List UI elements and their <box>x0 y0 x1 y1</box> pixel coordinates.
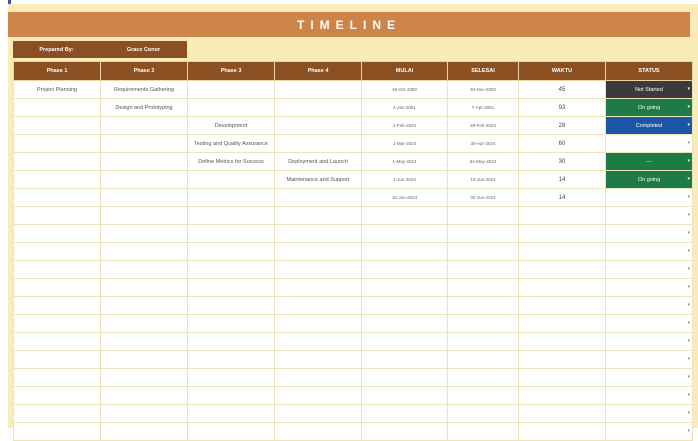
waktu-cell[interactable]: 60 <box>519 135 606 153</box>
phase-3-cell[interactable] <box>188 189 275 207</box>
phase-4-cell[interactable] <box>275 117 362 135</box>
header-phase-3: Phase 3 <box>188 62 275 81</box>
phase-3-cell[interactable] <box>188 261 275 279</box>
selesai-cell[interactable] <box>448 351 519 369</box>
phase-3-cell[interactable] <box>188 369 275 387</box>
selesai-cell[interactable] <box>448 387 519 405</box>
table-row <box>14 423 693 441</box>
waktu-cell[interactable]: 93 <box>519 99 606 117</box>
table-row <box>14 387 693 405</box>
phase-3-cell[interactable] <box>188 351 275 369</box>
chevron-down-icon[interactable]: ▾ <box>687 302 690 308</box>
selesai-cell[interactable] <box>448 369 519 387</box>
phase-2-cell[interactable] <box>101 117 188 135</box>
table-row <box>14 117 693 135</box>
selesai-cell[interactable]: 31-May-2024 <box>448 153 519 171</box>
phase-1-cell[interactable] <box>14 153 101 171</box>
selesai-cell[interactable] <box>448 243 519 261</box>
prepared-by-label: Prepared By: <box>39 46 74 53</box>
mulai-cell[interactable] <box>362 243 448 261</box>
phase-2-cell[interactable]: Design and Prototyping <box>101 99 188 117</box>
waktu-cell[interactable] <box>519 225 606 243</box>
phase-1-cell[interactable] <box>14 333 101 351</box>
chevron-down-icon[interactable]: ▾ <box>687 230 690 236</box>
phase-2-cell[interactable] <box>101 243 188 261</box>
chevron-down-icon[interactable]: ▾ <box>687 266 690 272</box>
chevron-down-icon[interactable]: ▾ <box>687 104 690 110</box>
waktu-cell[interactable] <box>519 315 606 333</box>
status-dropdown[interactable] <box>606 279 693 297</box>
waktu-cell[interactable] <box>519 279 606 297</box>
selesai-cell[interactable] <box>448 261 519 279</box>
phase-4-cell[interactable] <box>275 369 362 387</box>
table-row <box>14 315 693 333</box>
table-row <box>14 351 693 369</box>
phase-1-cell[interactable] <box>14 243 101 261</box>
mulai-cell[interactable]: 1-Jun-2024 <box>362 171 448 189</box>
selesai-cell[interactable]: 29-Feb-2024 <box>448 117 519 135</box>
chevron-down-icon[interactable]: ▾ <box>687 212 690 218</box>
phase-4-cell[interactable]: Maintenance and Support <box>275 171 362 189</box>
selesai-cell[interactable]: 7-Apr-2051 <box>448 99 519 117</box>
phase-3-cell[interactable] <box>188 81 275 99</box>
mulai-cell[interactable] <box>362 423 448 441</box>
header-mulai: MULAI <box>362 62 448 81</box>
table-row <box>14 171 693 189</box>
table-row <box>14 135 693 153</box>
waktu-cell[interactable] <box>519 351 606 369</box>
status-dropdown[interactable] <box>606 153 693 171</box>
mulai-cell[interactable]: 4-Jan-2051 <box>362 99 448 117</box>
status-dropdown[interactable] <box>606 351 693 369</box>
chevron-down-icon[interactable]: ▾ <box>687 122 690 128</box>
mulai-cell[interactable] <box>362 297 448 315</box>
phase-3-cell[interactable] <box>188 297 275 315</box>
phase-1-cell[interactable] <box>14 261 101 279</box>
header-phase-2: Phase 2 <box>101 62 188 81</box>
header-phase-1: Phase 1 <box>14 62 101 81</box>
chevron-down-icon[interactable]: ▾ <box>687 194 690 200</box>
phase-3-cell[interactable]: Development <box>188 117 275 135</box>
mulai-cell[interactable] <box>362 369 448 387</box>
mulai-cell[interactable]: 1-May-2024 <box>362 153 448 171</box>
waktu-cell[interactable]: 14 <box>519 171 606 189</box>
mulai-cell[interactable] <box>362 279 448 297</box>
header-phase-4: Phase 4 <box>275 62 362 81</box>
status-dropdown[interactable] <box>606 369 693 387</box>
selesai-cell[interactable] <box>448 297 519 315</box>
chevron-down-icon[interactable]: ▾ <box>687 410 690 416</box>
phase-2-cell[interactable] <box>101 297 188 315</box>
phase-1-cell[interactable] <box>14 225 101 243</box>
phase-4-cell[interactable] <box>275 243 362 261</box>
header-selesai: SELESAI <box>448 62 519 81</box>
phase-1-cell[interactable]: Project Planning <box>14 81 101 99</box>
phase-2-cell[interactable] <box>101 189 188 207</box>
phase-1-cell[interactable] <box>14 423 101 441</box>
chevron-down-icon[interactable]: ▾ <box>687 176 690 182</box>
phase-2-cell[interactable] <box>101 261 188 279</box>
phase-2-cell[interactable] <box>101 135 188 153</box>
selesai-cell[interactable] <box>448 225 519 243</box>
table-row <box>14 189 693 207</box>
table-row <box>14 207 693 225</box>
selesai-cell[interactable] <box>448 423 519 441</box>
waktu-cell[interactable] <box>519 387 606 405</box>
status-dropdown[interactable] <box>606 171 693 189</box>
selesai-cell[interactable] <box>448 207 519 225</box>
timeline-sheet <box>8 4 698 434</box>
phase-4-cell[interactable] <box>275 207 362 225</box>
chevron-down-icon[interactable]: ▾ <box>687 140 690 146</box>
table-row <box>14 243 693 261</box>
phase-4-cell[interactable] <box>275 189 362 207</box>
waktu-cell[interactable] <box>519 405 606 423</box>
phase-1-cell[interactable] <box>14 351 101 369</box>
waktu-cell[interactable]: 28 <box>519 117 606 135</box>
phase-3-cell[interactable] <box>188 99 275 117</box>
phase-1-cell[interactable] <box>14 99 101 117</box>
mulai-cell[interactable] <box>362 225 448 243</box>
phase-3-cell[interactable] <box>188 423 275 441</box>
selesai-cell[interactable] <box>448 279 519 297</box>
status-dropdown[interactable] <box>606 207 693 225</box>
selesai-cell[interactable]: 15-Jun-2024 <box>448 171 519 189</box>
selesai-cell[interactable]: 30-Jun-2024 <box>448 189 519 207</box>
phase-1-cell[interactable] <box>14 117 101 135</box>
phase-2-cell[interactable] <box>101 369 188 387</box>
phase-1-cell[interactable] <box>14 171 101 189</box>
waktu-cell[interactable] <box>519 207 606 225</box>
prepared-by-value[interactable]: Grace Conor <box>126 46 161 53</box>
chevron-down-icon[interactable]: ▾ <box>687 284 690 290</box>
table-row <box>14 225 693 243</box>
mulai-cell[interactable] <box>362 351 448 369</box>
phase-4-cell[interactable] <box>275 405 362 423</box>
phase-2-cell[interactable] <box>101 153 188 171</box>
status-dropdown[interactable] <box>606 315 693 333</box>
phase-2-cell[interactable] <box>101 315 188 333</box>
selesai-cell[interactable]: 30-Apr-2024 <box>448 135 519 153</box>
phase-4-cell[interactable] <box>275 351 362 369</box>
status-badge: Not Started <box>606 81 692 98</box>
header-waktu: WAKTU <box>519 62 606 81</box>
phase-2-cell[interactable] <box>101 279 188 297</box>
phase-1-cell[interactable] <box>14 135 101 153</box>
chevron-down-icon[interactable]: ▾ <box>687 356 690 362</box>
mulai-cell[interactable]: 1-Mar-2024 <box>362 135 448 153</box>
waktu-cell[interactable]: 14 <box>519 189 606 207</box>
chevron-down-icon[interactable]: ▾ <box>687 158 690 164</box>
phase-1-cell[interactable] <box>14 297 101 315</box>
chevron-down-icon[interactable]: ▾ <box>687 374 690 380</box>
phase-4-cell[interactable] <box>275 423 362 441</box>
phase-3-cell[interactable]: Define Metrics for Success <box>188 153 275 171</box>
status-badge: --- <box>606 153 692 170</box>
header-status: STATUS <box>606 62 693 81</box>
phase-3-cell[interactable] <box>188 171 275 189</box>
mulai-cell[interactable] <box>362 387 448 405</box>
waktu-cell[interactable]: 30 <box>519 153 606 171</box>
waktu-cell[interactable] <box>519 297 606 315</box>
phase-4-cell[interactable] <box>275 297 362 315</box>
status-badge: On going <box>606 171 692 188</box>
waktu-cell[interactable]: 45 <box>519 81 606 99</box>
mulai-cell[interactable]: 16-Jun-2024 <box>362 189 448 207</box>
phase-3-cell[interactable] <box>188 207 275 225</box>
phase-3-cell[interactable] <box>188 405 275 423</box>
table-row <box>14 369 693 387</box>
phase-3-cell[interactable] <box>188 333 275 351</box>
status-dropdown[interactable] <box>606 297 693 315</box>
phase-2-cell[interactable] <box>101 351 188 369</box>
prepared-by-block <box>13 41 187 58</box>
phase-2-cell[interactable] <box>101 171 188 189</box>
chevron-down-icon[interactable]: ▾ <box>687 428 690 434</box>
phase-3-cell[interactable] <box>188 225 275 243</box>
phase-1-cell[interactable] <box>14 189 101 207</box>
chevron-down-icon[interactable]: ▾ <box>687 338 690 344</box>
table-row <box>14 405 693 423</box>
mulai-cell[interactable] <box>362 405 448 423</box>
table-row <box>14 261 693 279</box>
phase-2-cell[interactable] <box>101 225 188 243</box>
phase-3-cell[interactable] <box>188 315 275 333</box>
chevron-down-icon[interactable]: ▾ <box>687 392 690 398</box>
phase-1-cell[interactable] <box>14 387 101 405</box>
phase-4-cell[interactable] <box>275 261 362 279</box>
table-row <box>14 279 693 297</box>
table-row <box>14 99 693 117</box>
status-badge: Completed <box>606 117 692 134</box>
selesai-cell[interactable] <box>448 405 519 423</box>
status-dropdown[interactable] <box>606 387 693 405</box>
phase-1-cell[interactable] <box>14 369 101 387</box>
phase-3-cell[interactable] <box>188 387 275 405</box>
chevron-down-icon[interactable]: ▾ <box>687 248 690 254</box>
selesai-cell[interactable] <box>448 333 519 351</box>
table-row <box>14 297 693 315</box>
status-dropdown[interactable] <box>606 225 693 243</box>
mulai-cell[interactable] <box>362 315 448 333</box>
status-dropdown[interactable] <box>606 189 693 207</box>
status-dropdown[interactable] <box>606 243 693 261</box>
table-row <box>14 153 693 171</box>
mulai-cell[interactable] <box>362 333 448 351</box>
phase-3-cell[interactable] <box>188 279 275 297</box>
phase-2-cell[interactable]: Requirements Gathering <box>101 81 188 99</box>
waktu-cell[interactable] <box>519 333 606 351</box>
selesai-cell[interactable]: 30-Nov-2050 <box>448 81 519 99</box>
status-dropdown[interactable] <box>606 405 693 423</box>
status-dropdown[interactable] <box>606 81 693 99</box>
phase-2-cell[interactable] <box>101 405 188 423</box>
status-dropdown[interactable] <box>606 135 693 153</box>
timeline-table <box>13 61 693 441</box>
status-badge: On going <box>606 99 692 116</box>
mulai-cell[interactable] <box>362 261 448 279</box>
status-dropdown[interactable] <box>606 261 693 279</box>
phase-4-cell[interactable] <box>275 81 362 99</box>
mulai-cell[interactable]: 1-Feb-2024 <box>362 117 448 135</box>
phase-1-cell[interactable] <box>14 279 101 297</box>
phase-4-cell[interactable] <box>275 225 362 243</box>
phase-4-cell[interactable] <box>275 279 362 297</box>
waktu-cell[interactable] <box>519 261 606 279</box>
phase-4-cell[interactable]: Deployment and Launch <box>275 153 362 171</box>
phase-1-cell[interactable] <box>14 207 101 225</box>
phase-3-cell[interactable] <box>188 243 275 261</box>
phase-4-cell[interactable] <box>275 99 362 117</box>
phase-2-cell[interactable] <box>101 333 188 351</box>
header-row <box>14 62 693 81</box>
table-row <box>14 81 693 99</box>
waktu-cell[interactable] <box>519 369 606 387</box>
table-row <box>14 333 693 351</box>
waktu-cell[interactable] <box>519 423 606 441</box>
phase-1-cell[interactable] <box>14 405 101 423</box>
status-dropdown[interactable] <box>606 423 693 441</box>
phase-4-cell[interactable] <box>275 387 362 405</box>
phase-3-cell[interactable]: Testing and Quality Assurance <box>188 135 275 153</box>
phase-2-cell[interactable] <box>101 423 188 441</box>
chevron-down-icon[interactable]: ▾ <box>687 86 690 92</box>
phase-4-cell[interactable] <box>275 315 362 333</box>
phase-2-cell[interactable] <box>101 207 188 225</box>
mulai-cell[interactable]: 16-Oct-2050 <box>362 81 448 99</box>
status-dropdown[interactable] <box>606 117 693 135</box>
mulai-cell[interactable] <box>362 207 448 225</box>
selesai-cell[interactable] <box>448 315 519 333</box>
page-title: TIMELINE <box>8 12 690 37</box>
status-dropdown[interactable] <box>606 99 693 117</box>
status-dropdown[interactable] <box>606 333 693 351</box>
phase-4-cell[interactable] <box>275 333 362 351</box>
chevron-down-icon[interactable]: ▾ <box>687 320 690 326</box>
waktu-cell[interactable] <box>519 243 606 261</box>
phase-2-cell[interactable] <box>101 387 188 405</box>
phase-4-cell[interactable] <box>275 135 362 153</box>
phase-1-cell[interactable] <box>14 315 101 333</box>
